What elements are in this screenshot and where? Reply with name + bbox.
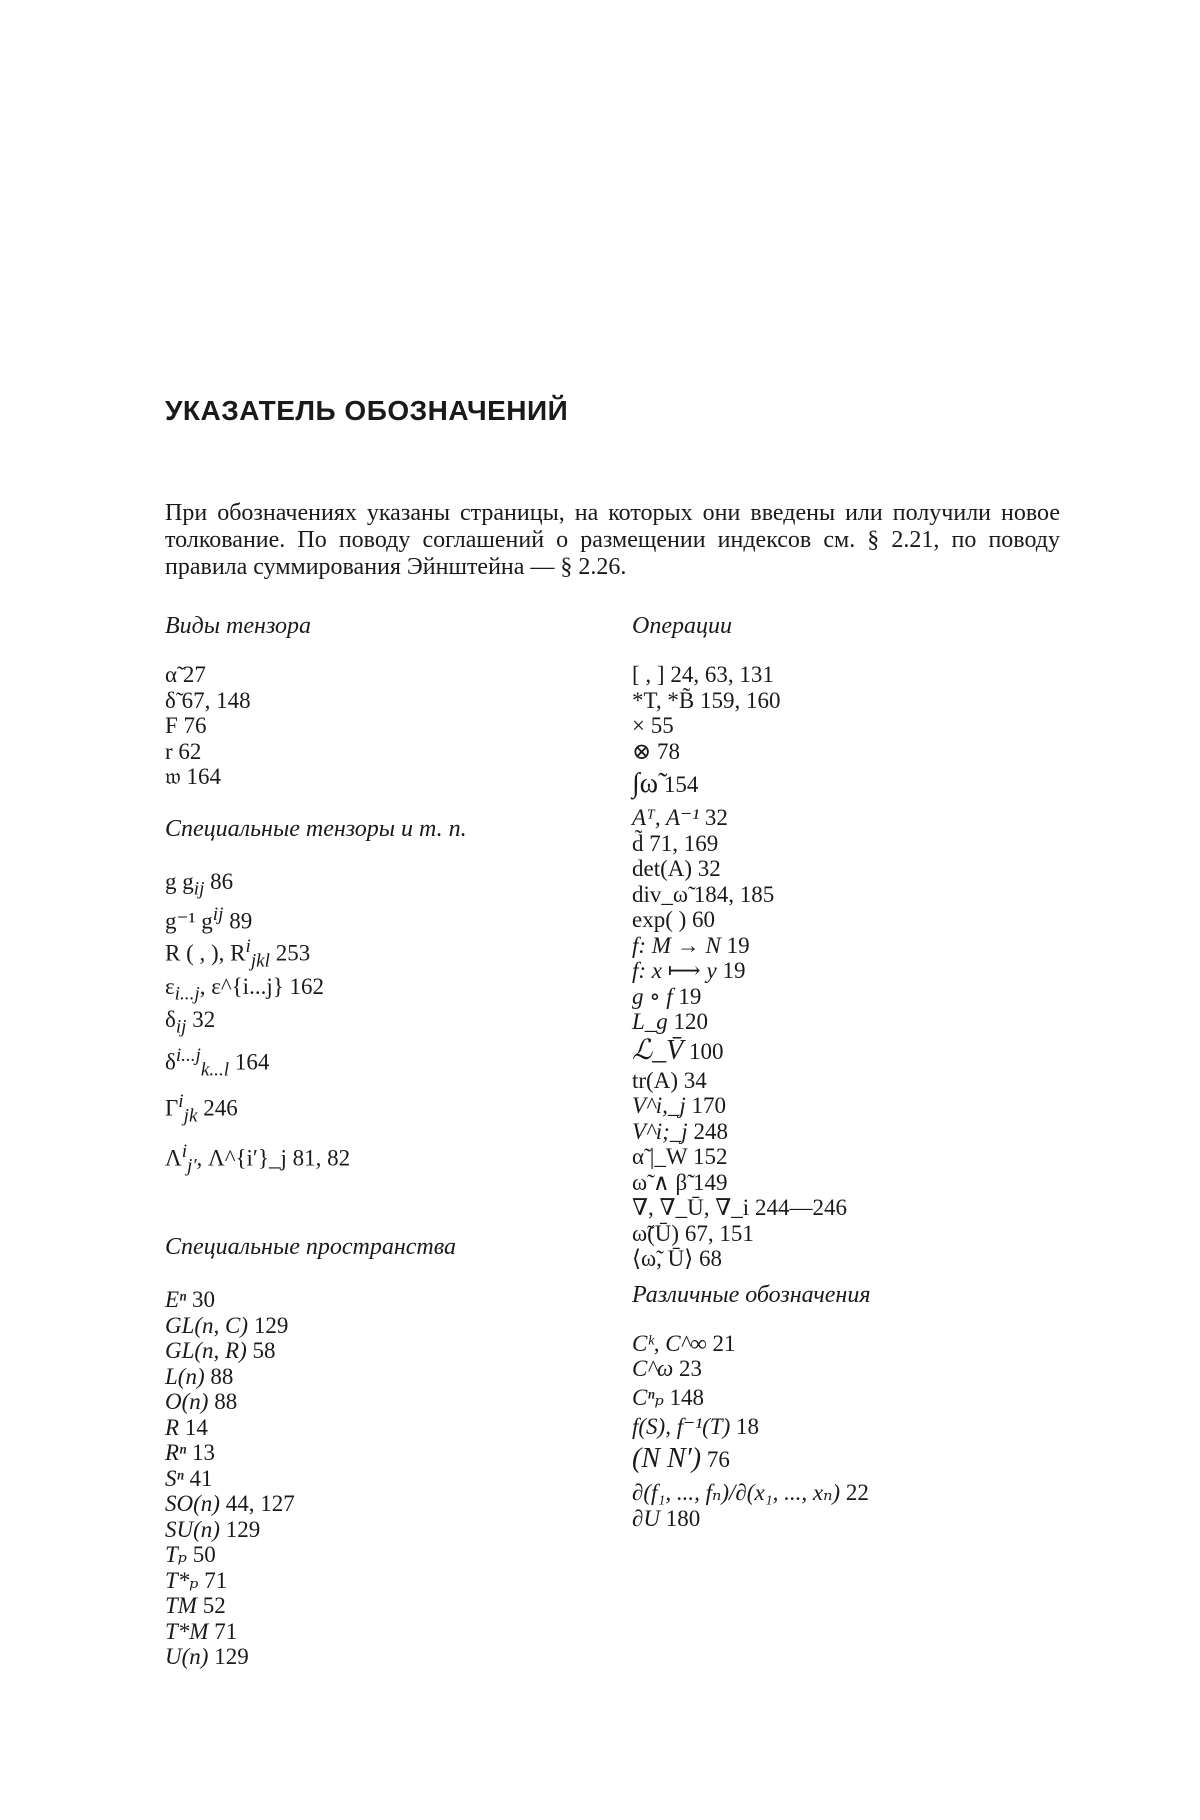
index-entry: Cⁿₚ 148 <box>632 1384 705 1410</box>
intro-paragraph: При обозначениях указаны страницы, на которых они введены или получили новое толкование. По поводу соглашений о размещении индексов см. § 2.21, по поводу правила суммирования Эйнштейна — § 2.26. <box>165 500 1060 580</box>
index-entry: $\Gamma^i_{jk}$ 246 <box>165 1090 238 1127</box>
index-entry: [ , ] 24, 63, 131 <box>632 662 774 687</box>
index-entry: ℒ_V̄ 100 <box>632 1034 724 1066</box>
index-entry: O(n) 88 <box>165 1389 238 1415</box>
index-entry: Aᵀ, A⁻¹ 32 <box>632 805 728 830</box>
index-entry: ∫ω̃ 154 <box>632 768 699 799</box>
section-heading-special-spaces: Специальные пространства <box>165 1234 456 1261</box>
index-entry: (N N′) 76 <box>632 1443 730 1474</box>
index-entry: ω̃(Ū) 67, 151 <box>632 1220 754 1246</box>
index-entry: f: x ⟼ y 19 <box>632 958 746 983</box>
index-entry: V^i;_j 248 <box>632 1118 728 1144</box>
index-entry: g⁻¹ $g^{ij}$ 89 <box>165 903 253 934</box>
index-entry: SU(n) 129 <box>165 1516 261 1542</box>
index-entry: ∂U 180 <box>632 1505 701 1531</box>
index-entry: exp( ) 60 <box>632 907 716 932</box>
index-entry: Cᵏ, C^∞ 21 <box>632 1330 736 1356</box>
index-entry: $\delta^{i...j}_{k...l}$ 164 <box>165 1044 270 1080</box>
section-heading-special-tensors: Специальные тензоры и т. п. <box>165 815 467 842</box>
index-entry: $\varepsilon_{i...j}$, ε^{i...j} 162 <box>165 973 324 1005</box>
index-entry: R ( , ), $R^i_{jkl}$ 253 <box>165 935 311 971</box>
index-entry: f(S), f⁻¹(T) 18 <box>632 1413 759 1439</box>
index-entry: *T, *B̃ 159, 160 <box>632 687 781 713</box>
index-entry: TM 52 <box>165 1593 226 1619</box>
index-entry: g ∘ f 19 <box>632 983 702 1009</box>
index-entry: U(n) 129 <box>165 1644 249 1670</box>
index-entry: ⊗ 78 <box>632 738 681 764</box>
index-entry: det(A) 32 <box>632 856 721 881</box>
index-entry: ⟨ω̃, Ū⟩ 68 <box>632 1246 722 1271</box>
index-entry: GL(n, R) 58 <box>165 1338 276 1364</box>
right-column <box>632 613 870 1531</box>
section-heading-operations: Операции <box>632 613 732 639</box>
index-entry: F 76 <box>165 713 207 738</box>
section-heading-tensor-types: Виды тензора <box>165 613 311 639</box>
index-entry: C^ω 23 <box>632 1356 703 1381</box>
index-entry: Sⁿ 41 <box>165 1465 213 1491</box>
index-entry: Rⁿ 13 <box>165 1440 216 1466</box>
index-entry: × 55 <box>632 713 674 738</box>
index-entry: ∇, ∇_Ū, ∇_i 244—246 <box>632 1195 847 1220</box>
index-entry: r 62 <box>165 738 202 764</box>
index-entry: $\Lambda^i_{j'}$, Λ^{i′}_j 81, 82 <box>165 1141 351 1177</box>
index-entry: Tₚ 50 <box>165 1542 216 1568</box>
index-entry: f: M → N 19 <box>632 932 750 958</box>
index-entry: g $g_{ij}$ 86 <box>165 868 234 900</box>
index-entry: T*M 71 <box>165 1618 238 1644</box>
index-entry: V^i,_j 170 <box>632 1093 727 1118</box>
index-entry: α̃ 27 <box>165 662 206 687</box>
index-entry: $\delta_{ij}$ 32 <box>165 1006 216 1038</box>
index-entry: R 14 <box>165 1414 208 1440</box>
index-entry: L(n) 88 <box>165 1363 234 1389</box>
index-entry: d̃ 71, 169 <box>632 830 719 856</box>
index-entry: GL(n, C) 129 <box>165 1312 289 1338</box>
index-entry: L_g 120 <box>632 1009 709 1034</box>
index-entry: div_ω̃ 184, 185 <box>632 881 775 907</box>
page-title: УКАЗАТЕЛЬ ОБОЗНАЧЕНИЙ <box>165 395 569 426</box>
index-entry: α̃ |_W 152 <box>632 1144 728 1169</box>
index-entry: δ̃ 67, 148 <box>165 687 251 713</box>
index-entry: tr(A) 34 <box>632 1067 707 1093</box>
index-entry: T*ₚ 71 <box>165 1567 228 1593</box>
index-entry: 𝔴 164 <box>165 764 221 789</box>
index-entry: ω̃ ∧ β̃ 149 <box>632 1169 728 1195</box>
section-heading-misc: Различные обозначения <box>632 1281 871 1308</box>
index-entry: Eⁿ 30 <box>165 1287 216 1313</box>
left-column <box>165 613 467 1670</box>
index-entry: SO(n) 44, 127 <box>165 1491 295 1517</box>
index-entry: ∂(f₁, ..., fₙ)/∂(x₁, ..., xₙ) 22 <box>632 1480 869 1505</box>
